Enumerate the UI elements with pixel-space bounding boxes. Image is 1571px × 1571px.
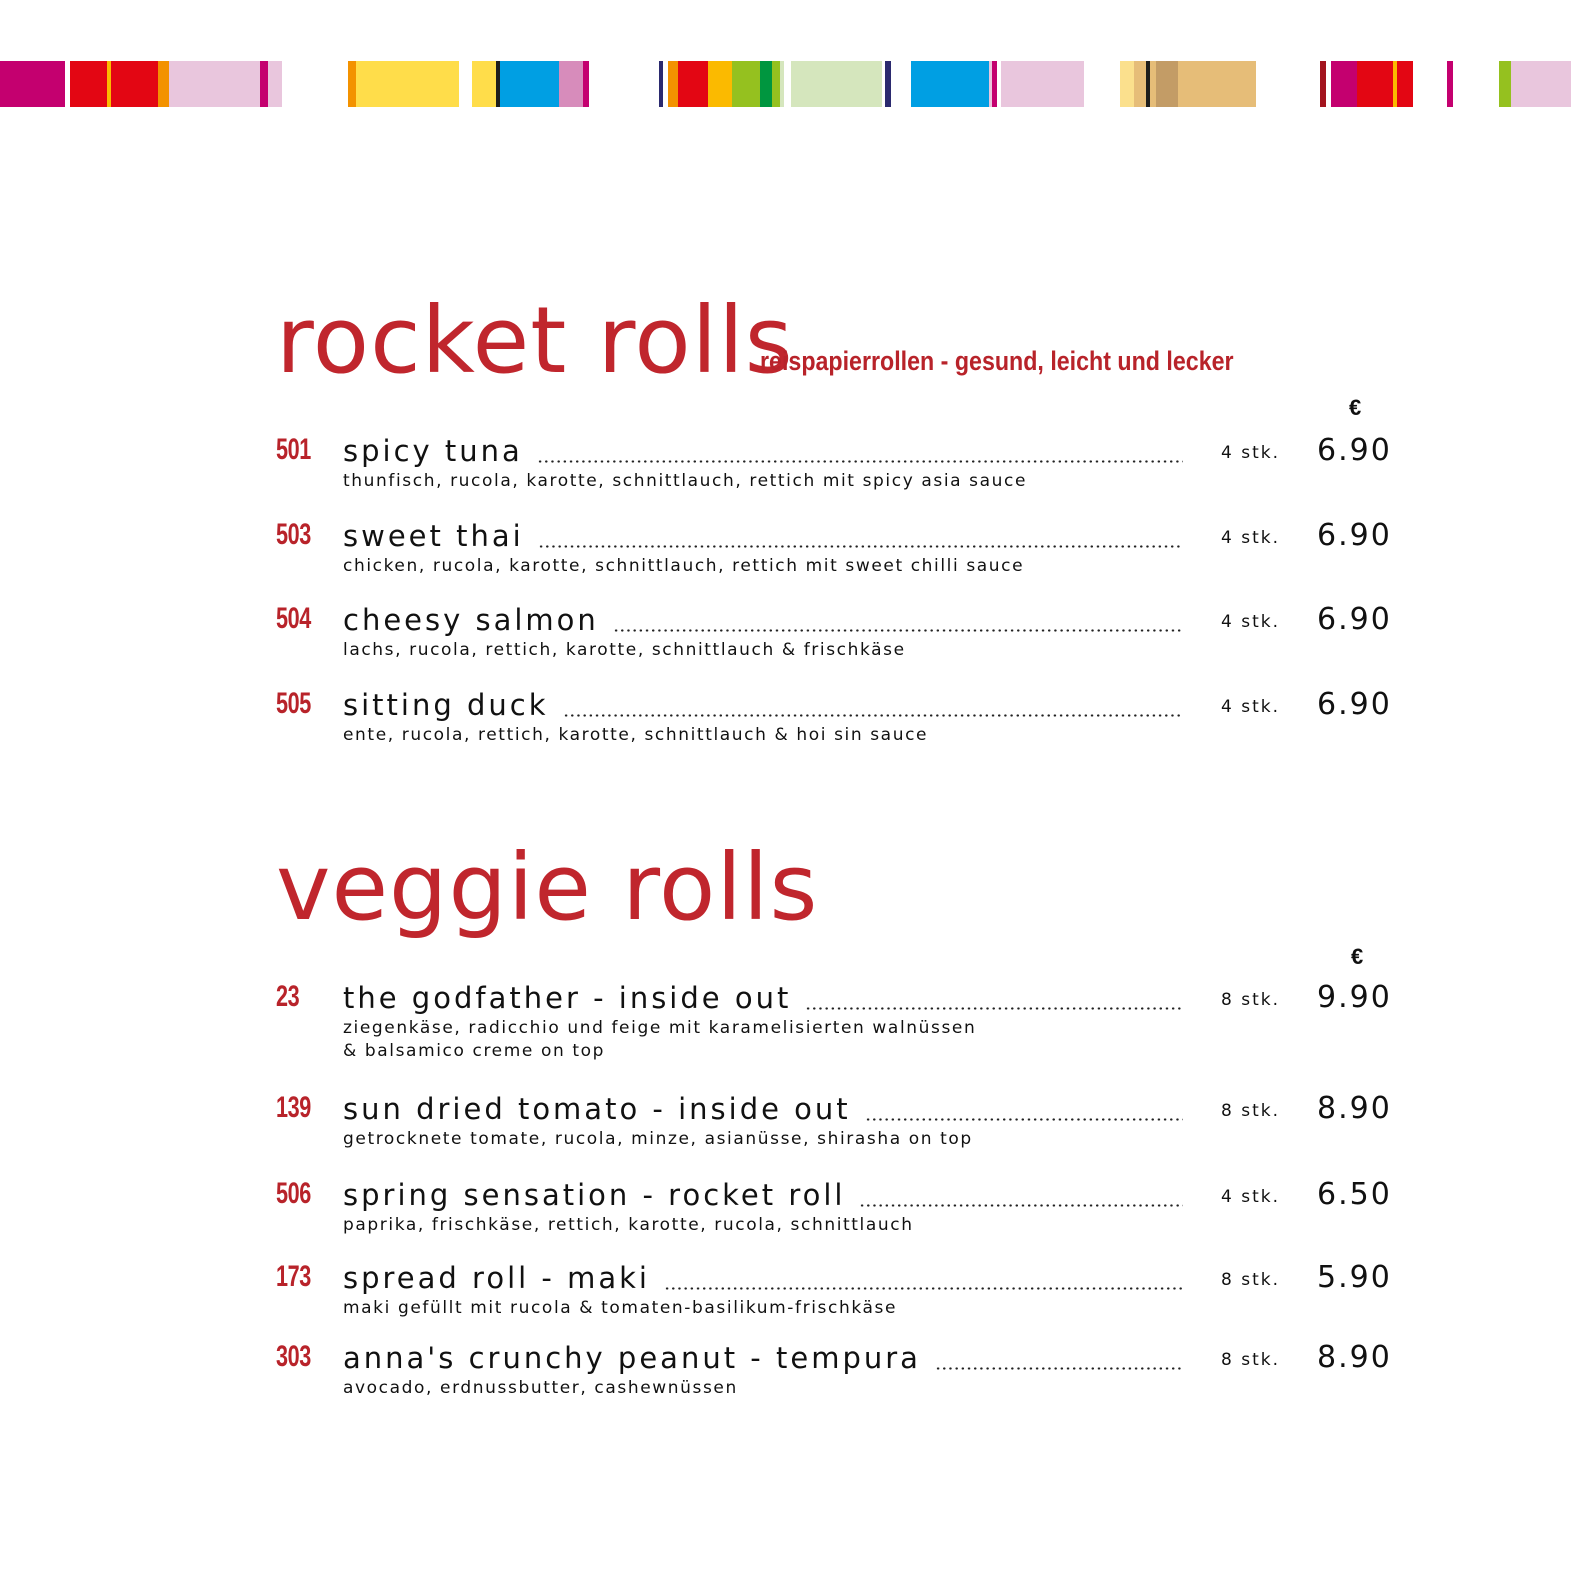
item-name-row — [343, 1177, 1183, 1213]
stripe-segment — [772, 61, 780, 107]
item-description: avocado, erdnussbutter, cashewnüssen — [343, 1378, 738, 1398]
item-name-row — [343, 602, 1183, 638]
item-description: paprika, frischkäse, rettich, karotte, rucola, schnittlauch — [343, 1215, 914, 1235]
stripe-segment — [992, 61, 997, 107]
item-quantity: 4 stk. — [1221, 443, 1280, 463]
stripe-segment — [1320, 61, 1326, 107]
item-name-row — [343, 518, 1183, 554]
stripe-segment — [1397, 61, 1413, 107]
item-quantity: 8 stk. — [1221, 1270, 1280, 1290]
item-description: maki gefüllt mit rucola & tomaten-basilikum-frischkäse — [343, 1298, 897, 1318]
dot-leader — [563, 714, 1184, 717]
stripe-segment — [111, 61, 158, 107]
stripe-segment — [583, 61, 589, 107]
item-quantity: 4 stk. — [1221, 697, 1280, 717]
item-name: spring sensation - rocket roll — [343, 1178, 846, 1212]
stripe-segment — [268, 61, 282, 107]
item-price: 5.90 — [1317, 1260, 1392, 1295]
color-stripe-banner — [0, 61, 1571, 107]
rocket-rolls-title: rocket rolls — [276, 287, 794, 394]
stripe-segment — [885, 61, 891, 107]
stripe-segment — [158, 61, 169, 107]
item-name-row — [343, 433, 1183, 469]
stripe-segment — [1156, 61, 1178, 107]
veggie-rolls-title: veggie rolls — [276, 834, 819, 941]
currency-symbol: € — [1349, 395, 1362, 420]
item-name-row — [343, 980, 1183, 1016]
stripe-segment — [678, 61, 708, 107]
stripe-segment — [559, 61, 583, 107]
stripe-segment — [668, 61, 678, 107]
item-name: anna's crunchy peanut - tempura — [343, 1341, 921, 1375]
item-quantity: 4 stk. — [1221, 612, 1280, 632]
item-number: 504 — [276, 602, 311, 635]
item-description-line: & balsamico creme on top — [343, 1041, 605, 1061]
item-price: 6.90 — [1317, 602, 1392, 637]
item-number: 139 — [276, 1091, 311, 1124]
item-name: sun dried tomato - inside out — [343, 1092, 851, 1126]
stripe-segment — [260, 61, 268, 107]
item-name: sweet thai — [343, 519, 524, 553]
item-quantity: 8 stk. — [1221, 990, 1280, 1010]
stripe-segment — [1178, 61, 1256, 107]
rocket-rolls-subtitle: reispapierrollen - gesund, leicht und lecker — [760, 346, 1234, 376]
item-quantity: 8 stk. — [1221, 1350, 1280, 1370]
item-number: 303 — [276, 1340, 311, 1373]
dot-leader — [805, 1007, 1183, 1010]
item-quantity: 4 stk. — [1221, 1187, 1280, 1207]
item-name: cheesy salmon — [343, 603, 599, 637]
item-description: lachs, rucola, rettich, karotte, schnittlauch & frischkäse — [343, 640, 906, 660]
item-name-row — [343, 1260, 1183, 1296]
stripe-segment — [1134, 61, 1146, 107]
item-price: 8.90 — [1317, 1340, 1392, 1375]
item-description: chicken, rucola, karotte, schnittlauch, rettich mit sweet chilli sauce — [343, 556, 1025, 576]
stripe-segment — [472, 61, 496, 107]
stripe-segment — [659, 61, 663, 107]
stripe-segment — [780, 61, 784, 107]
item-price: 9.90 — [1317, 980, 1392, 1015]
stripe-segment — [1499, 61, 1511, 107]
item-quantity: 4 stk. — [1221, 528, 1280, 548]
item-description: getrocknete tomate, rucola, minze, asianüsse, shirasha on top — [343, 1129, 973, 1149]
item-number: 501 — [276, 433, 311, 466]
item-description — [343, 1017, 1103, 1063]
stripe-segment — [1120, 61, 1134, 107]
dot-leader — [664, 1287, 1183, 1290]
stripe-segment — [169, 61, 260, 107]
stripe-segment — [1357, 61, 1393, 107]
stripe-segment — [356, 61, 459, 107]
item-name: the godfather - inside out — [343, 981, 792, 1015]
item-price: 6.90 — [1317, 687, 1392, 722]
item-number: 173 — [276, 1260, 311, 1293]
currency-symbol: € — [1351, 944, 1364, 969]
stripe-segment — [1001, 61, 1084, 107]
item-name-row — [343, 1340, 1183, 1376]
stripe-segment — [70, 61, 107, 107]
stripe-segment — [0, 61, 65, 107]
dot-leader — [859, 1204, 1183, 1207]
stripe-segment — [500, 61, 559, 107]
dot-leader — [538, 545, 1183, 548]
item-number: 503 — [276, 518, 311, 551]
item-price: 6.50 — [1317, 1177, 1392, 1212]
dot-leader — [865, 1118, 1183, 1121]
item-number: 506 — [276, 1177, 311, 1210]
dot-leader — [537, 460, 1183, 463]
item-description: ente, rucola, rettich, karotte, schnittlauch & hoi sin sauce — [343, 725, 929, 745]
item-price: 6.90 — [1317, 433, 1392, 468]
item-name-row — [343, 687, 1183, 723]
stripe-segment — [1447, 61, 1453, 107]
stripe-segment — [1511, 61, 1571, 107]
item-name: spread roll - maki — [343, 1261, 650, 1295]
item-description-line: ziegenkäse, radicchio und feige mit karamelisierten walnüssen — [343, 1018, 977, 1038]
item-quantity: 8 stk. — [1221, 1101, 1280, 1121]
item-price: 8.90 — [1317, 1091, 1392, 1126]
item-number: 23 — [276, 980, 300, 1013]
stripe-segment — [708, 61, 732, 107]
item-name-row — [343, 1091, 1183, 1127]
item-name: sitting duck — [343, 688, 549, 722]
stripe-segment — [348, 61, 356, 107]
stripe-segment — [911, 61, 989, 107]
dot-leader — [935, 1367, 1183, 1370]
item-number: 505 — [276, 687, 311, 720]
stripe-segment — [732, 61, 760, 107]
stripe-segment — [1331, 61, 1357, 107]
item-name: spicy tuna — [343, 434, 523, 468]
dot-leader — [613, 629, 1183, 632]
item-description: thunfisch, rucola, karotte, schnittlauch, rettich mit spicy asia sauce — [343, 471, 1028, 491]
stripe-segment — [760, 61, 772, 107]
stripe-segment — [791, 61, 882, 107]
item-price: 6.90 — [1317, 518, 1392, 553]
